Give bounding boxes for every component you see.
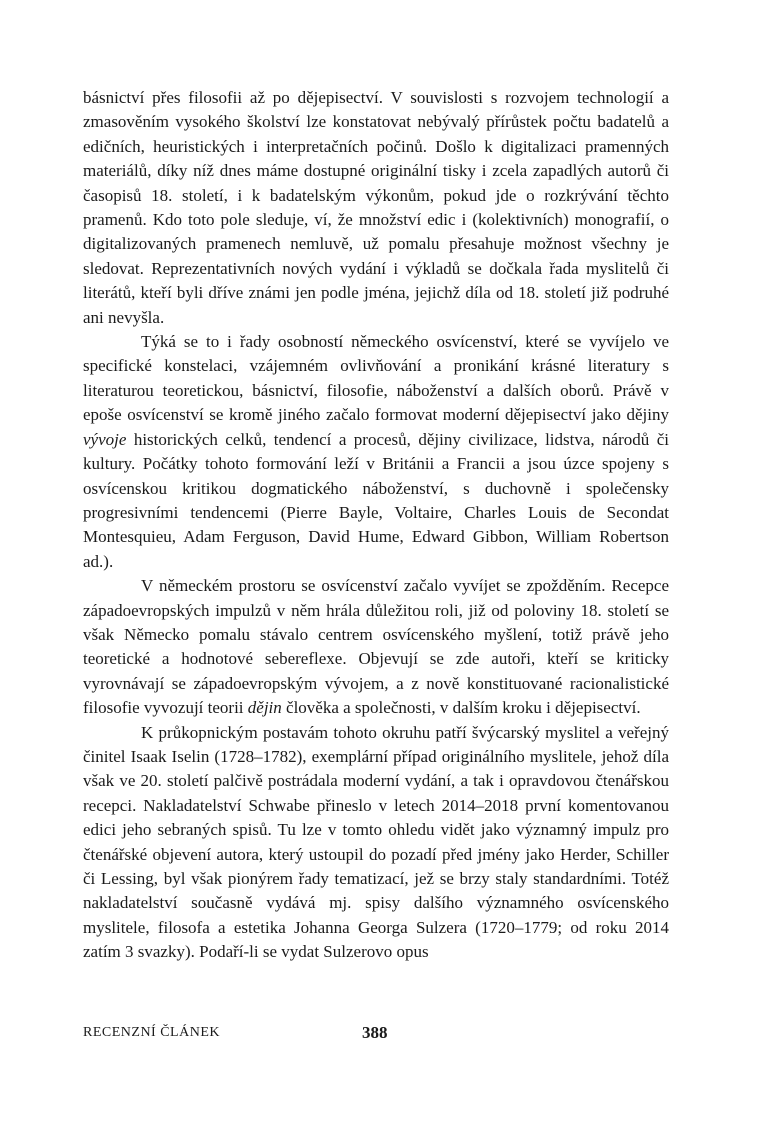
paragraph [83, 330, 669, 574]
paragraph [83, 86, 669, 330]
paragraph-text: historických celků, tendencí a procesů, dějiny civilizace, lidstva, národů či kultury. Počátky tohoto formování leží v Británii a Francii a jsou úzce spojeny s osvícenskou kritikou dogmatického náboženství, s duchovně i společensky progresivními tendencemi (Pierre Bayle, Voltaire, Charles Louis de Secondat Montesquieu, Adam Ferguson, David Hume, Edward Gibbon, William Robertson ad.). [83, 429, 669, 571]
paragraph-text: V německém prostoru se osvícenství začalo vyvíjet se zpožděním. Recepce západoevropských impulzů v něm hrála důležitou roli, již od poloviny 18. století se však Německo pomalu stávalo centrem osvícenského myšlení, totiž právě jeho teoretické a hodnotové sebereflexe. Objevují se zde autoři, kteří se kriticky vyrovnávají se západoevropským vývojem, a z nově konstituované racionalistické filosofie vyvozují teorii [83, 576, 669, 718]
paragraph-text: Týká se to i řady osobností německého osvícenství, které se vyvíjelo ve specifické konstelaci, vzájemném ovlivňování a pronikání krásné literatury s literaturou teoretickou, básnictví, filosofie, náboženství a dalších oborů. Právě v epoše osvícenství se kromě jiného začalo formovat moderní dějepisectví jako dějiny [83, 332, 669, 425]
running-footer-section: RECENZNÍ ČLÁNEK [83, 1025, 220, 1040]
paragraph [83, 721, 669, 965]
paragraph-text: básnictví přes filosofii až po dějepisectví. V souvislosti s rozvojem technologií a zmasověním vysokého školství lze konstatovat nebývalý přírůstek počtu badatelů a edičních, heuristických i interpretačních počinů. Došlo k digitalizaci pramenných materiálů, díky níž dnes máme dostupné originální tisky i zcela zapadlých autorů či časopisů 18. století, i k badatelským výkonům, pokud jde o rozkrývání těchto pramenů. Kdo toto pole sleduje, ví, že množství edic i (kolektivních) monografií, o digitalizovaných pramenech nemluvě, už pomalu přesahuje možnost všechny je sledovat. Reprezentativních nových vydání i výkladů se dočkala řada myslitelů či literátů, kteří byli dříve známi jen podle jména, jejichž díla od 18. století již podruhé ani nevyšla. [83, 88, 669, 327]
body-text [83, 86, 669, 965]
emphasized-term: dějin [247, 698, 282, 718]
emphasized-term: vývoje [83, 429, 127, 449]
paragraph-text: člověka a společnosti, v dalším kroku i dějepisectví. [281, 698, 641, 718]
paragraph-text: K průkopnickým postavám tohoto okruhu patří švýcarský myslitel a veřejný činitel Isaak Iselin (1728–1782), exemplární případ originálního myslitele, jehož díla však ve 20. století palčivě postrádala moderní vydání, a tak i opravdovou čtenářskou recepci. Nakladatelství Schwabe přineslo v letech 2014–2018 první komentovanou edici jeho sebraných spisů. Tu lze v tomto ohledu vidět jako významný impulz pro čtenářské objevení autora, který ustoupil do pozadí před jmény jako Herder, Schiller či Lessing, byl však pionýrem řady tematizací, jež se brzy staly standardními. Totéž nakladatelství současně vydává mj. spisy dalšího významného osvícenského myslitele, filosofa a estetika Johanna Georga Sulzera (1720–1779; od roku 2014 zatím 3 svazky). Podaří-li se vydat Sulzerovo opus [83, 722, 669, 962]
page-number: 388 [362, 1023, 388, 1042]
paragraph [83, 574, 669, 720]
